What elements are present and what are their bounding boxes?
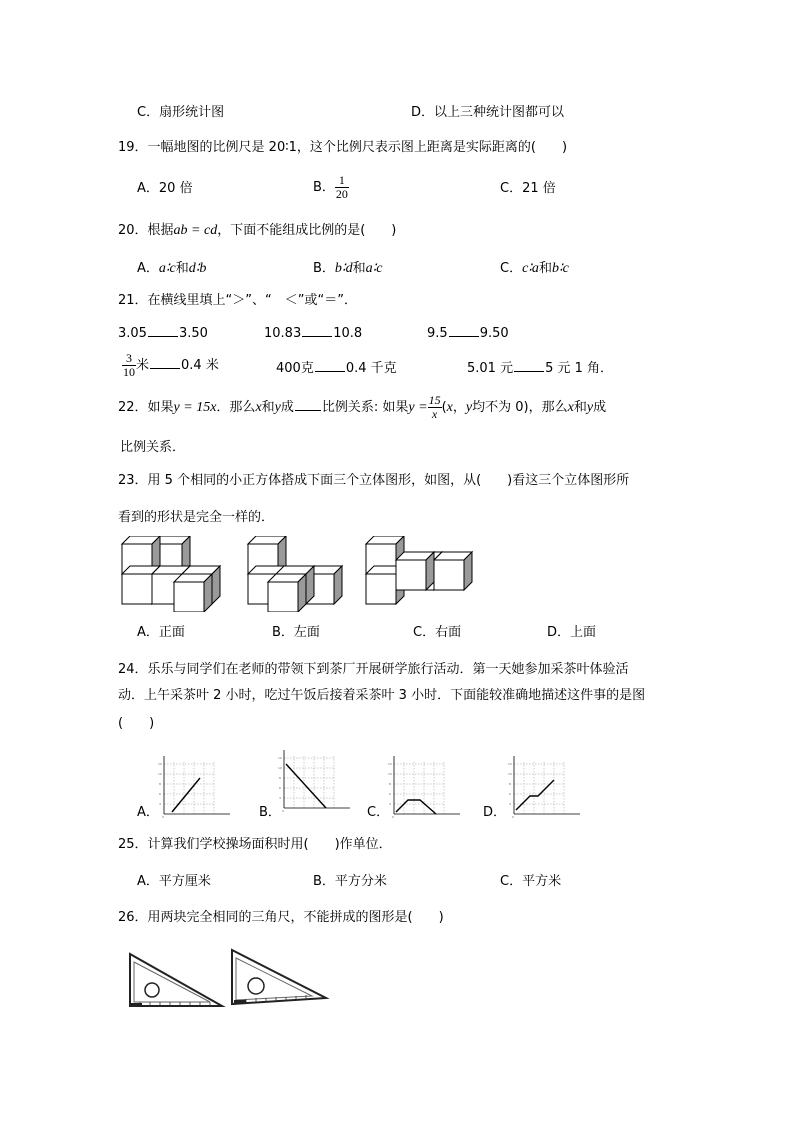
q22-fraction [428,394,442,420]
cube-figure-1 [122,536,220,612]
q25-stem: 25．计算我们学校操场面积时用( )作单位． [118,837,392,852]
fraction-numerator: 15 [428,393,441,408]
variable: y [586,400,594,415]
fraction-denominator: 20 [335,187,348,201]
ratio-expression: a∶c [365,261,383,276]
text: ( [441,400,447,415]
q20-option-a [137,262,206,276]
q25-option-a: A．平方厘米 [137,874,211,889]
text: 和 [261,400,275,415]
and-word: 和 [538,261,552,276]
q25-option-b: B．平方分米 [313,874,387,889]
and-word: 和 [175,261,189,276]
q21-item-3 [427,325,509,340]
q21-item-5 [276,360,397,375]
and-word: 和 [352,261,366,276]
q20-suffix: ，下面不能组成比例的是( ) [217,223,397,238]
q24-option-a: A． [137,805,159,820]
compare-right: 5 元 1 角． [545,361,614,376]
variable: x [567,400,574,415]
text: ．那么 [216,400,256,415]
answer-blank[interactable] [150,357,180,369]
q24-option-b: B． [259,805,281,820]
q23-option-d: D．上面 [547,625,597,640]
q23-line-1: 23．用 5 个相同的小正方体搭成下面三个立体图形，如图，从( )看这三个立体图形所 [118,473,630,488]
graph-d [508,756,580,819]
q21-item-1 [118,325,208,340]
compare-left: 3.05 [118,326,147,341]
unit-label: 米 [136,358,150,373]
fraction-denominator: 10 [123,365,135,379]
text: ， [452,400,466,415]
q19-option-b [313,173,349,203]
ratio-expression: d∶b [188,261,207,276]
option-label: A． [137,261,159,276]
q21-stem: 21．在横线里填上“＞”、“ ＜”或“＝”． [118,293,357,308]
q19-option-c: C．21 倍 [500,181,556,196]
q26-stem: 26．用两块完全相同的三角尺，不能拼成的图形是( ) [118,910,444,925]
ratio-expression: c∶a [522,261,539,276]
compare-right: 10.8 [333,326,363,341]
variable: y [465,400,473,415]
fraction-denominator: x [431,407,438,421]
q19-option-a: A．20 倍 [137,181,193,196]
compare-left: 9.5 [427,326,448,341]
q22-line-2 [118,440,185,454]
option-label: B． [313,261,335,276]
equation: y = [408,400,428,415]
cube-figure-2 [248,536,342,612]
q20-prefix: 20．根据 [118,223,174,238]
q23-option-c: C．右面 [413,625,462,640]
text: 和 [573,400,587,415]
text: 比例关系． [120,440,186,455]
compare-right: 9.50 [479,326,509,341]
q21-item-2 [264,325,362,340]
compare-left: 400克 [276,361,314,376]
answer-blank[interactable] [449,325,479,337]
q23-option-b: B．左面 [272,625,320,640]
q19-option-b-fraction [335,174,349,200]
compare-right: 0.4 米 [181,358,219,373]
fraction-numerator: 3 [122,352,136,366]
graph-c [388,756,460,819]
text: 均不为 0)，那么 [472,400,568,415]
q25-option-c: C．平方米 [500,874,562,889]
q18-option-c: C．扇形统计图 [137,105,225,120]
answer-blank[interactable] [295,399,321,411]
compare-right: 3.50 [178,326,208,341]
q24-graphs: 12108 640 [150,748,590,820]
q23-line-2: 看到的形状是完全一样的． [118,510,275,525]
q23-option-a: A．正面 [137,625,185,640]
graph-b [278,750,350,813]
variable: y [274,400,281,415]
ratio-expression: b∶c [551,261,569,276]
q21-fraction [122,352,136,378]
q24-line-1: 24．乐乐与同学们在老师的带领下到茶厂开展研学旅行活动．第一天她参加采茶叶体验活 [118,662,629,677]
compare-left: 10.83 [264,326,302,341]
q20-option-b [313,262,382,276]
answer-blank[interactable] [514,360,544,372]
q22-line-1 [118,391,606,425]
compare-right: 0.4 千克 [345,361,397,376]
triangle-ruler-left [130,954,222,1006]
option-label: C． [500,261,523,276]
q20-option-c [500,262,569,276]
q20-expression: ab = cd [173,223,218,238]
q24-line-3: ( ) [118,716,155,731]
compare-left: 5.01 元 [467,361,514,376]
text: 22．如果 [118,400,174,415]
q21-item-6 [467,360,613,375]
text: 成 [280,400,294,415]
q24-option-d: D． [483,805,507,820]
q20-stem [118,224,396,238]
variable: x [446,400,453,415]
triangle-ruler-right [232,950,326,1004]
cube-figures [118,536,478,612]
q19-stem: 19．一幅地图的比例尺是 20∶1，这个比例尺表示图上距离是实际距离的( ) [118,140,568,155]
answer-blank[interactable] [148,325,178,337]
q21-item-4 [122,351,219,381]
ratio-expression: b∶d [334,261,353,276]
equation: y = 15x [173,400,217,415]
answer-blank[interactable] [315,360,345,372]
graph-a [158,756,230,819]
q19-option-b-label: B． [313,180,335,195]
q24-line-2: 动．上午采茶叶 2 小时，吃过午饭后接着采茶叶 3 小时．下面能较准确地描述这件事的是图 [118,688,646,703]
answer-blank[interactable] [302,325,332,337]
q18-option-d: D．以上三种统计图都可以 [411,105,565,120]
triangle-rulers-image [126,948,330,1012]
cube-figure-3 [366,536,472,604]
ratio-expression: a∶c [158,261,176,276]
text: 比例关系: 如果 [321,400,409,415]
variable: x [255,400,262,415]
q24-option-c: C． [367,805,390,820]
fraction-numerator: 1 [335,174,349,188]
text: 成 [593,400,607,415]
